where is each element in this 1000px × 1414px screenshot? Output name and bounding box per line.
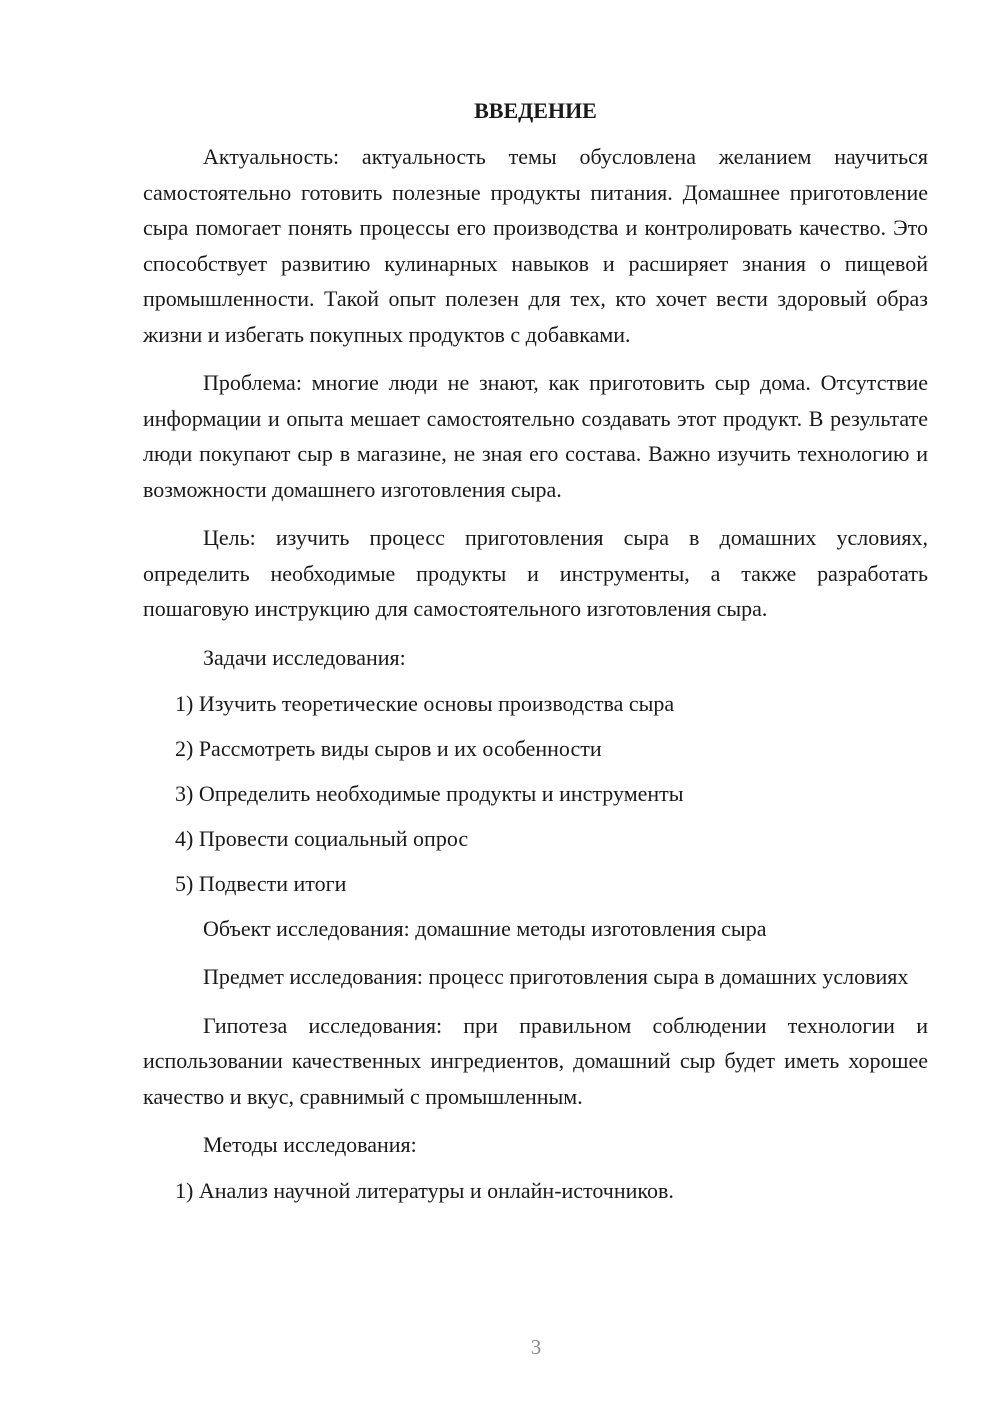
tasks-heading: Задачи исследования: <box>203 644 406 670</box>
methods-list <box>143 1173 928 1208</box>
page-content <box>143 95 928 1218</box>
goal-paragraph: Цель: изучить процесс приготовления сыра в домашних условиях, определить необходимые продукты и инструменты, а также разработать пошаговую инструкцию для самостоятельного изготовления сыра. <box>143 525 928 621</box>
hypothesis-paragraph: Гипотеза исследования: при правильном соблюдении технологии и использовании качественных ингредиентов, домашний сыр будет иметь хорошее качество и вкус, сравнимый с промышленным. <box>143 1012 928 1109</box>
list-item: 2) Рассмотреть виды сыров и их особенности <box>175 735 602 761</box>
list-item: 1) Изучить теоретические основы производства сыра <box>175 690 675 716</box>
page-number: 3 <box>530 1335 542 1359</box>
methods-heading: Методы исследования: <box>203 1132 417 1157</box>
problem-paragraph: Проблема: многие люди не знают, как приготовить сыр дома. Отсутствие информации и опыта мешает самостоятельно создавать этот продукт. В результате люди покупают сыр в магазине, не зная его состава. Важно изучить технологию и возможности домашнего изготовления сыра. <box>143 370 928 502</box>
list-item: 4) Провести социальный опрос <box>175 825 469 851</box>
object-paragraph: Объект исследования: домашние методы изготовления сыра <box>203 915 767 941</box>
list-item: 5) Подвести итоги <box>175 870 347 896</box>
relevance-paragraph: Актуальность: актуальность темы обусловлена желанием научиться самостоятельно готовить полезные продукты питания. Домашнее приготовление сыра помогает понять процессы его производства и контролировать качество. Это способствует развитию кулинарных навыков и расширяет знания о пищевой промышленности. Такой опыт полезен для тех, кто хочет вести здоровый образ жизни и избегать покупных продуктов с добавками. <box>143 144 928 347</box>
tasks-list <box>143 686 928 901</box>
page-title: ВВЕДЕНИЕ <box>474 98 597 123</box>
subject-paragraph: Предмет исследования: процесс приготовления сыра в домашних условиях <box>203 964 909 989</box>
list-item: 1) Анализ научной литературы и онлайн-источников. <box>175 1178 674 1203</box>
list-item: 3) Определить необходимые продукты и инструменты <box>175 780 684 806</box>
